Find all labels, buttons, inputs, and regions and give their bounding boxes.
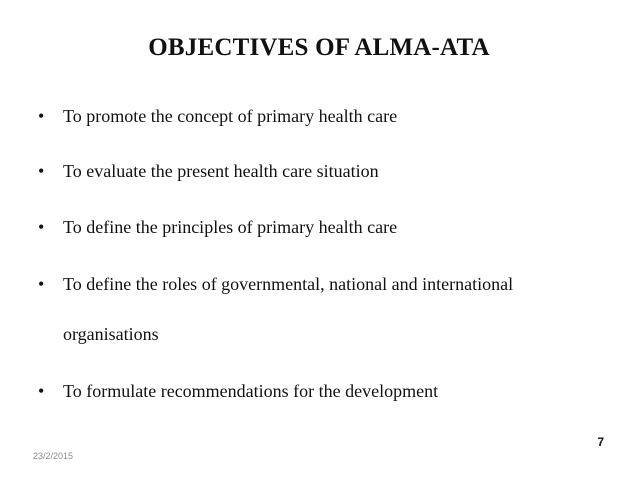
bullet-text: To define the principles of primary health care — [63, 217, 398, 237]
slide-title: OBJECTIVES OF ALMA-ATA — [148, 34, 490, 61]
bullet-text: To formulate recommendations for the development — [63, 381, 439, 401]
footer-date: 23/2/2015 — [33, 451, 74, 461]
bullet-text: organisations — [63, 324, 159, 344]
bullet-marker: • — [38, 161, 45, 181]
bullet-text: To define the roles of governmental, national and international — [63, 274, 514, 294]
bullet-marker: • — [38, 274, 45, 294]
bullet-marker: • — [38, 106, 45, 126]
bullet-text: To evaluate the present health care situation — [63, 161, 379, 181]
bullet-marker: • — [38, 381, 45, 401]
bullet-text: To promote the concept of primary health care — [63, 106, 398, 126]
page-number: 7 — [597, 435, 604, 449]
bullet-marker: • — [38, 217, 45, 237]
